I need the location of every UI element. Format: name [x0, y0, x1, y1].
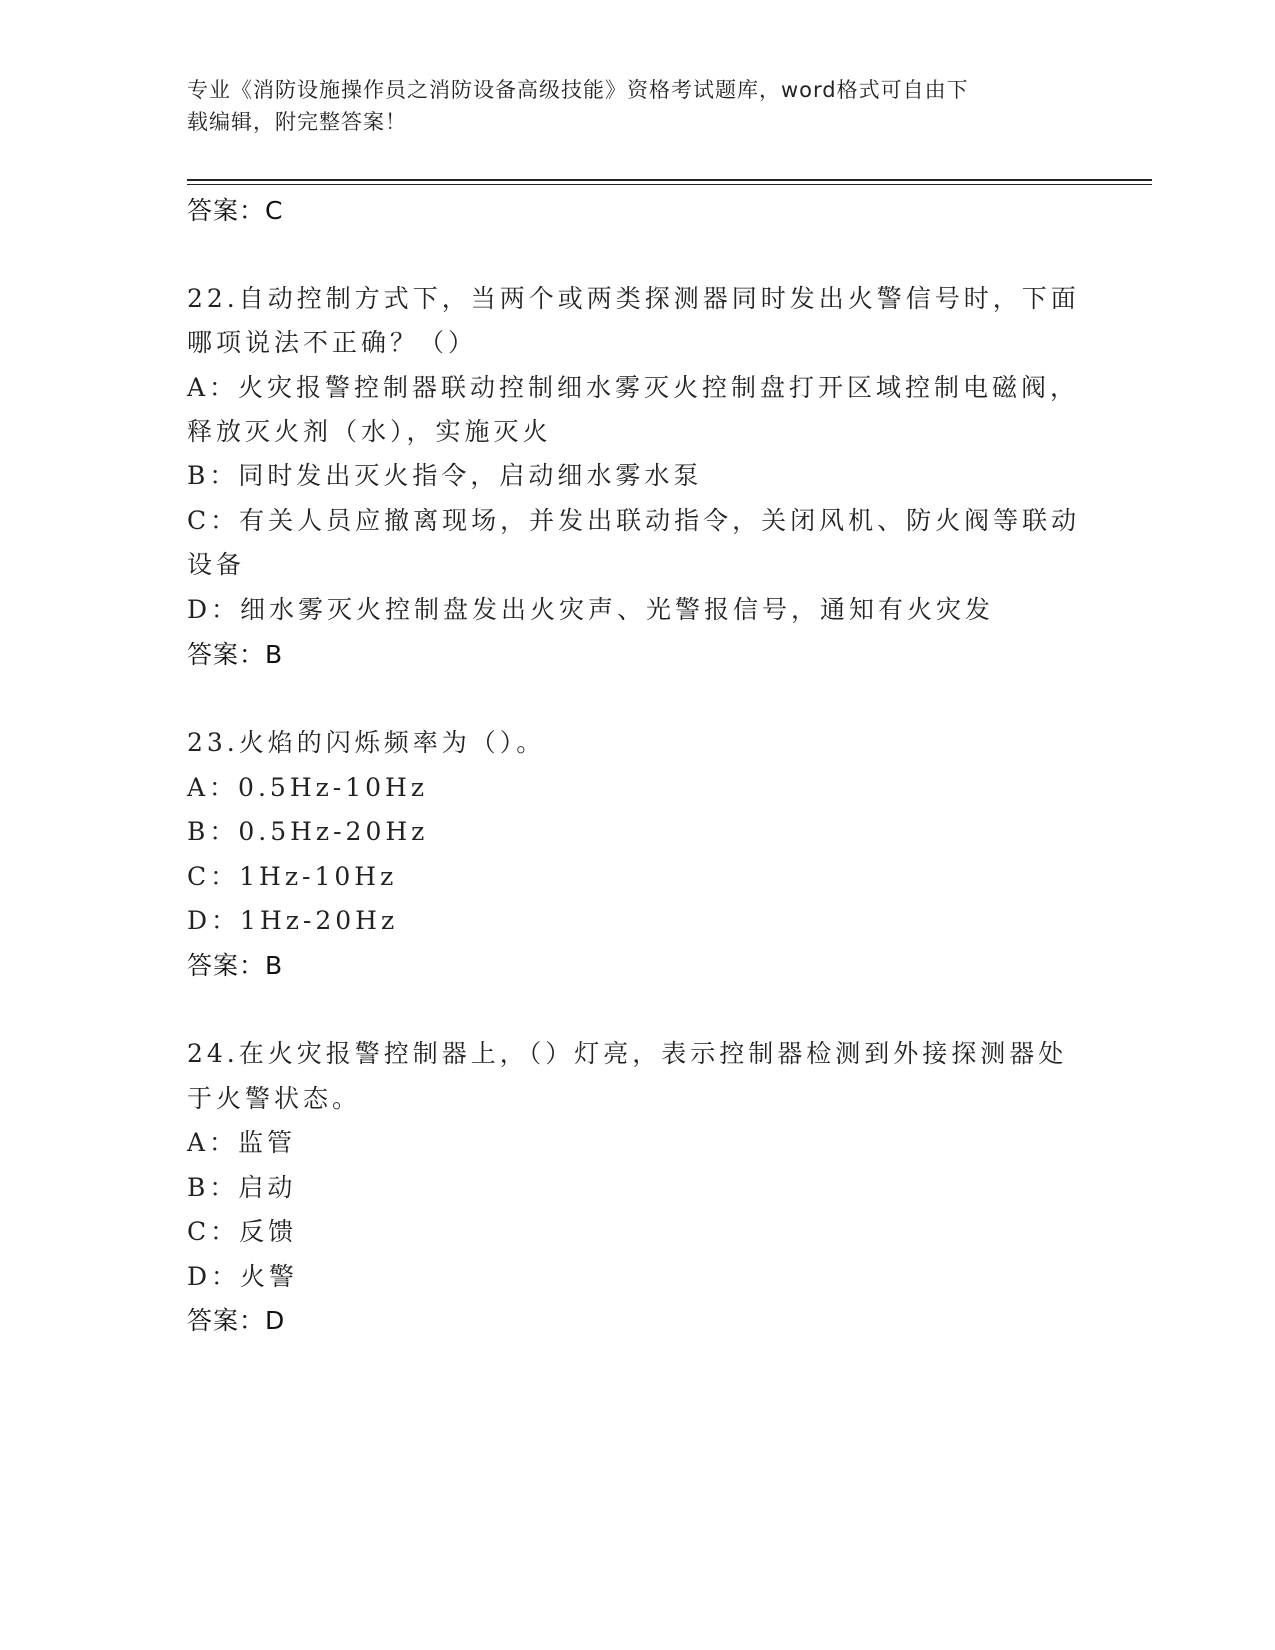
question-23-option-d: D：1Hz-20Hz	[187, 906, 399, 935]
question-22-option-c-line-1: C：有关人员应撤离现场，并发出联动指令，关闭风机、防火阀等联动	[187, 506, 1081, 535]
header-divider-thin	[187, 184, 1152, 185]
question-24-stem-line-1: 24.在火灾报警控制器上，（）灯亮，表示控制器检测到外接探测器处	[187, 1039, 1068, 1068]
question-22-option-a-line-1: A：火灾报警控制器联动控制细水雾灭火控制盘打开区域控制电磁阀，	[187, 373, 1080, 402]
question-22-stem-line-1: 22.自动控制方式下，当两个或两类探测器同时发出火警信号时，下面	[187, 284, 1080, 313]
question-23-option-b: B：0.5Hz-20Hz	[187, 817, 429, 846]
question-23-stem: 23.火焰的闪烁频率为（）。	[187, 728, 546, 757]
question-22-stem-line-2: 哪项说法不正确？（）	[187, 328, 478, 357]
question-22-option-b: B：同时发出灭火指令，启动细水雾水泵	[187, 461, 703, 490]
previous-answer: 答案：C	[187, 196, 284, 225]
question-22-answer: 答案：B	[187, 640, 284, 669]
question-24-option-d: D：火警	[187, 1262, 299, 1291]
question-24-stem-line-2: 于火警状态。	[187, 1084, 362, 1113]
question-22-option-c-line-2: 设备	[187, 550, 246, 579]
document-header	[187, 74, 1067, 138]
question-24-option-a: A：监管	[187, 1128, 297, 1157]
header-line-2: 载编辑，附完整答案！	[187, 110, 407, 134]
question-23-option-a: A：0.5Hz-10Hz	[187, 773, 429, 802]
header-divider-thick	[187, 179, 1152, 181]
question-23-answer: 答案：B	[187, 951, 284, 980]
question-24-answer: 答案：D	[187, 1306, 286, 1335]
question-22-option-a-line-2: 释放灭火剂（水），实施灭火	[187, 417, 552, 446]
question-22-option-d: D：细水雾灭火控制盘发出火灾声、光警报信号，通知有火灾发	[187, 595, 995, 624]
question-23-option-c: C：1Hz-10Hz	[187, 862, 398, 891]
header-line-1: 专业《消防设施操作员之消防设备高级技能》资格考试题库，word格式可自由下	[187, 78, 969, 102]
question-24-option-c: C：反馈	[187, 1217, 298, 1246]
question-24-option-b: B：启动	[187, 1173, 297, 1202]
